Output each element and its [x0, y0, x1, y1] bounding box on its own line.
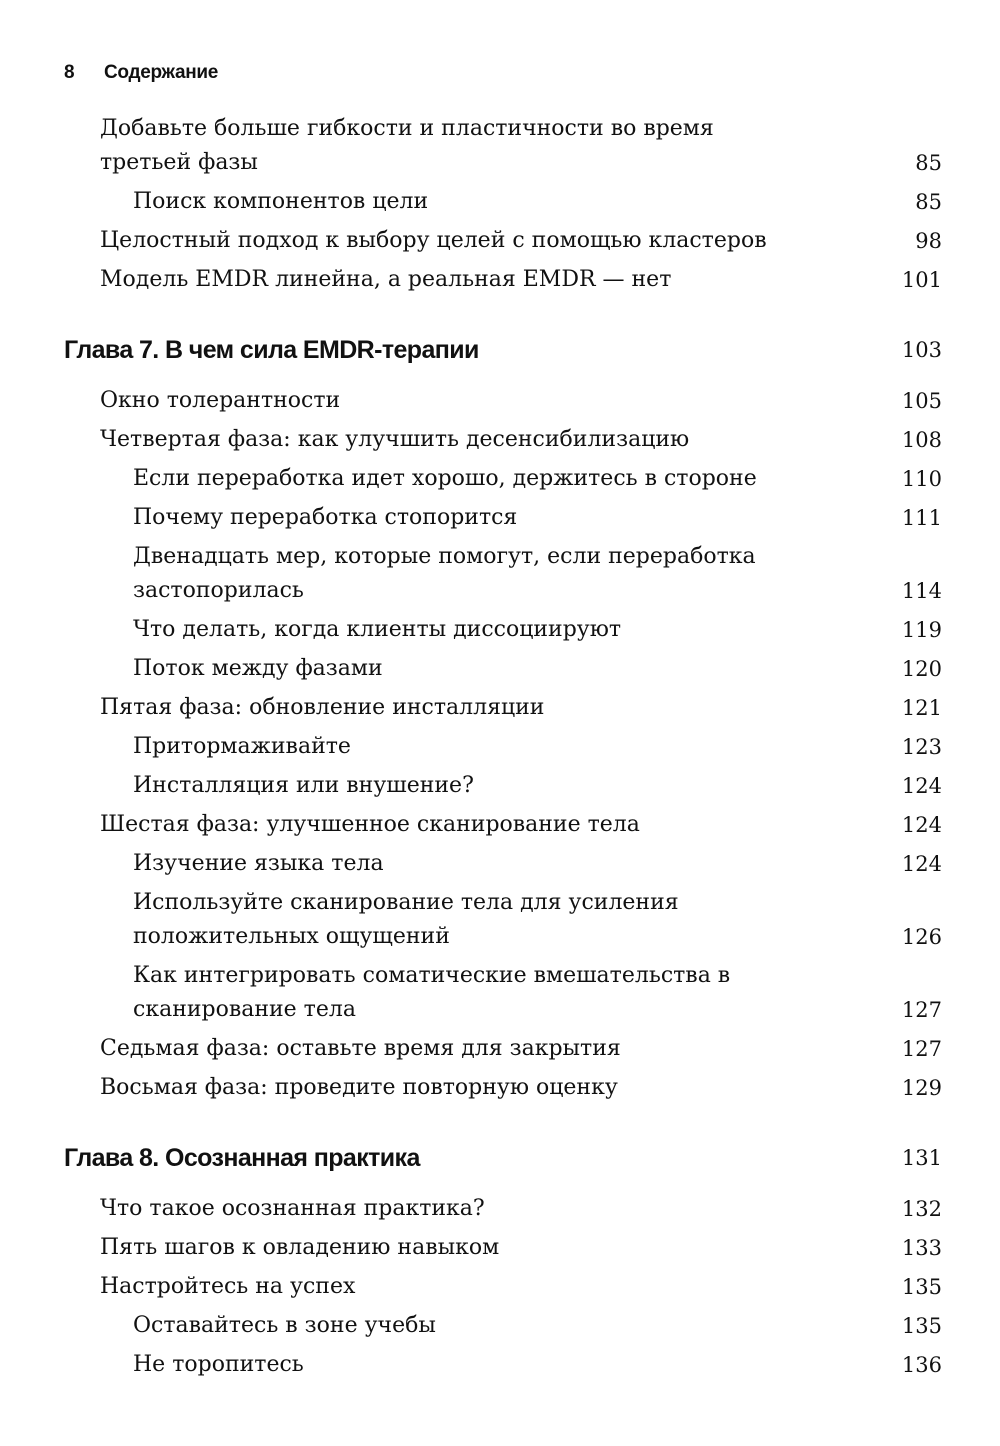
- toc-entry[interactable]: [100, 1226, 942, 1265]
- toc-entry[interactable]: [100, 1066, 942, 1105]
- toc-entry-page: 124: [901, 852, 942, 876]
- toc-entry[interactable]: [133, 180, 942, 219]
- toc-entry-page: 121: [901, 696, 942, 720]
- toc-entry[interactable]: [100, 379, 942, 418]
- toc-entry-title: Почему переработка стопорится: [133, 505, 518, 530]
- chapter-page: 103: [901, 338, 942, 362]
- toc-entry-title: Поиск компонентов цели: [133, 189, 429, 214]
- toc-entry-title: Инсталляция или внушение?: [133, 773, 474, 798]
- toc-chapter-8[interactable]: [64, 1141, 942, 1175]
- toc-entry-page: 123: [901, 735, 942, 759]
- toc-entry-page: 85: [915, 151, 942, 175]
- toc-entry-title: Что делать, когда клиенты диссоциируют: [133, 617, 622, 642]
- toc-entry[interactable]: [100, 219, 942, 258]
- toc-entry-title: Настройтесь на успех: [100, 1274, 356, 1299]
- toc-entry-page: 132: [901, 1197, 942, 1221]
- toc-entry-page: 114: [901, 579, 942, 603]
- toc-entry-page: 133: [901, 1236, 942, 1260]
- toc-entry[interactable]: [133, 842, 942, 881]
- header-title: Содержание: [104, 62, 219, 83]
- toc-entry-page: 127: [901, 998, 942, 1022]
- toc-entry-page: 98: [915, 229, 942, 253]
- toc-entry[interactable]: [100, 1027, 942, 1066]
- toc-entry-title: Модель EMDR линейна, а реальная EMDR — нет: [100, 267, 672, 292]
- toc-entry[interactable]: [133, 608, 942, 647]
- chapter-page: 131: [901, 1146, 942, 1170]
- toc-entry-page: 120: [901, 657, 942, 681]
- header-page-number: 8: [64, 62, 75, 83]
- toc-entry[interactable]: [100, 686, 942, 725]
- toc-entry-title: Изучение языка тела: [133, 851, 384, 876]
- toc-entry-page: 136: [901, 1353, 942, 1377]
- chapter-title: Глава 8. Осознанная практика: [64, 1144, 420, 1172]
- toc-entry[interactable]: [133, 1304, 942, 1343]
- toc-entry[interactable]: [133, 647, 942, 686]
- toc-entry-page: 110: [901, 467, 942, 491]
- toc-entry[interactable]: [133, 457, 942, 496]
- toc-entry[interactable]: [133, 1343, 942, 1382]
- toc-entry-title: Окно толерантности: [100, 388, 341, 413]
- toc-entry-page: 135: [901, 1314, 942, 1338]
- toc-entry-page: 124: [901, 774, 942, 798]
- toc-entry[interactable]: [133, 496, 942, 535]
- toc-entry[interactable]: [133, 725, 942, 764]
- toc-entry-title: Не торопитесь: [133, 1352, 304, 1377]
- toc-entry-page: 127: [901, 1037, 942, 1061]
- toc-entry[interactable]: [133, 764, 942, 803]
- toc-entry-page: 85: [915, 190, 942, 214]
- toc-entry-title: Как интегрировать соматические вмешательства в сканирование тела: [133, 963, 731, 1022]
- toc-entry-title: Восьмая фаза: проведите повторную оценку: [100, 1075, 618, 1100]
- toc-entry-page: 101: [901, 268, 942, 292]
- toc-entry-title: Притормаживайте: [133, 734, 351, 759]
- toc-entry[interactable]: [100, 803, 942, 842]
- toc-entry[interactable]: [133, 954, 942, 1027]
- toc-entry-title: Используйте сканирование тела для усиления положительных ощущений: [133, 890, 679, 949]
- toc-entry-title: Поток между фазами: [133, 656, 383, 681]
- toc-entry-page: 108: [901, 428, 942, 452]
- toc-chapter-7[interactable]: [64, 333, 942, 367]
- toc-entry-page: 111: [901, 506, 942, 530]
- toc-entry-title: Целостный подход к выбору целей с помощью кластеров: [100, 228, 767, 253]
- toc-entry-title: Четвертая фаза: как улучшить десенсибилизацию: [100, 427, 690, 452]
- toc-entry[interactable]: [100, 1265, 942, 1304]
- toc-entry-page: 105: [901, 389, 942, 413]
- toc-entry-title: Пять шагов к овладению навыком: [100, 1235, 500, 1260]
- toc-entry-page: 135: [901, 1275, 942, 1299]
- table-of-contents: [0, 112, 1000, 1382]
- toc-entry-page: 129: [901, 1076, 942, 1100]
- toc-entry-page: 119: [901, 618, 942, 642]
- toc-entry-page: 126: [901, 925, 942, 949]
- toc-entry[interactable]: [100, 258, 942, 297]
- chapter-title: Глава 7. В чем сила EMDR-терапии: [64, 336, 479, 364]
- toc-entry-page: 124: [901, 813, 942, 837]
- toc-entry-title: Добавьте больше гибкости и пластичности во время третьей фазы: [100, 116, 714, 175]
- toc-entry[interactable]: [133, 535, 942, 608]
- toc-entry-title: Седьмая фаза: оставьте время для закрытия: [100, 1036, 621, 1061]
- toc-entry-title: Шестая фаза: улучшенное сканирование тела: [100, 812, 640, 837]
- toc-entry[interactable]: [100, 418, 942, 457]
- toc-entry-title: Что такое осознанная практика?: [100, 1196, 485, 1221]
- toc-entry[interactable]: [100, 1187, 942, 1226]
- toc-entry-title: Двенадцать мер, которые помогут, если переработка застопорилась: [133, 544, 756, 603]
- running-header: [64, 62, 218, 84]
- toc-entry-title: Пятая фаза: обновление инсталляции: [100, 695, 545, 720]
- toc-entry-title: Если переработка идет хорошо, держитесь в стороне: [133, 466, 757, 491]
- toc-entry[interactable]: [133, 881, 942, 954]
- toc-entry[interactable]: [100, 112, 942, 180]
- toc-entry-title: Оставайтесь в зоне учебы: [133, 1313, 436, 1338]
